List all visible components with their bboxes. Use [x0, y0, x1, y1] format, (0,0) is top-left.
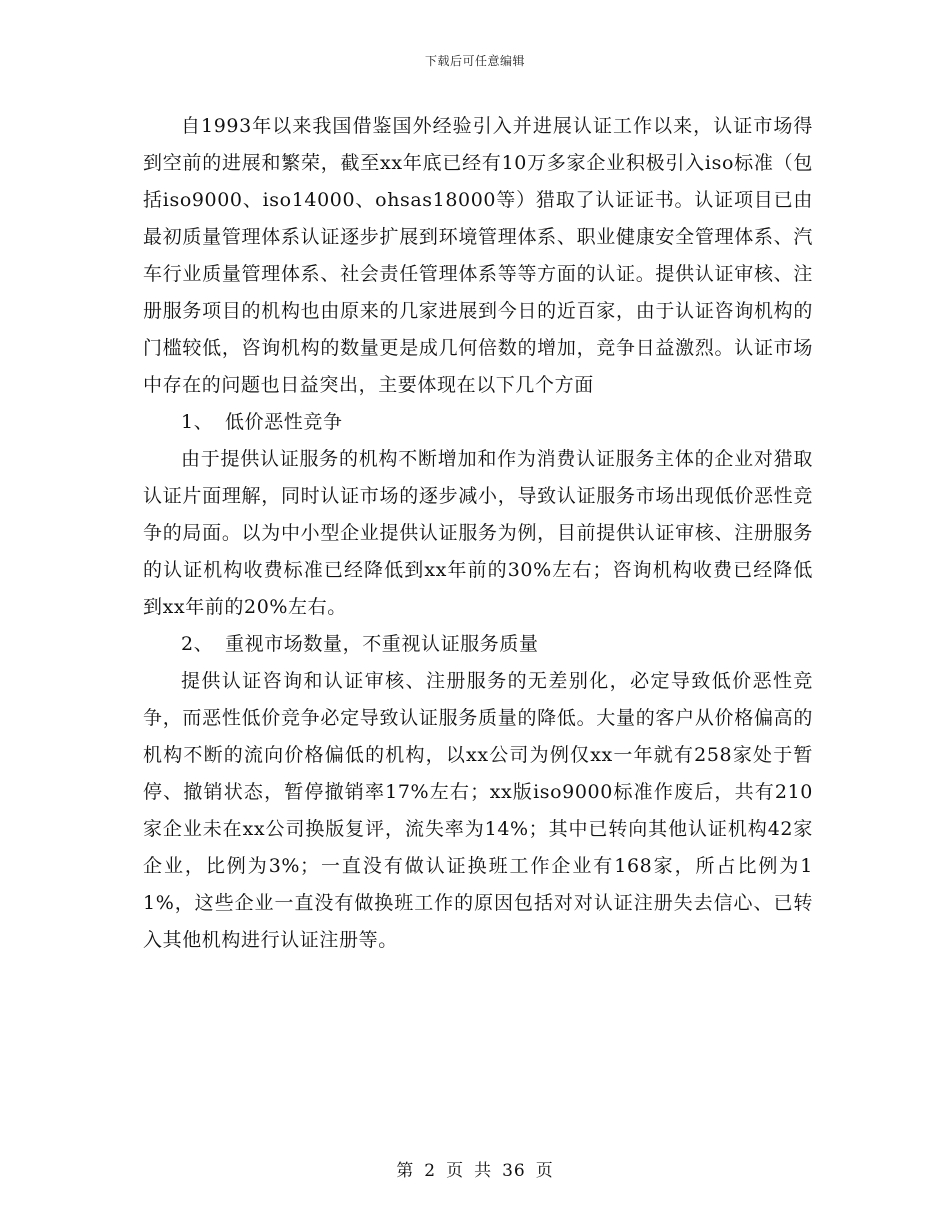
- section-paragraph-1: 由于提供认证服务的机构不断增加和作为消费认证服务主体的企业对猎取认证片面理解，同时认证市场的逐步减小，导致认证服务市场出现低价恶性竞争的局面。以为中小型企业提供认证服务为例，目前提供认证审核、注册服务的认证机构收费标准已经降低到xx年前的30%左右；咨询机构收费已经降低到xx年前的20%左右。: [143, 448, 813, 618]
- footer-prefix: 第: [396, 1161, 415, 1181]
- section-number-2: 2、: [181, 633, 214, 655]
- section-heading-1: [143, 404, 813, 441]
- section-paragraph-2: 提供认证咨询和认证审核、注册服务的无差别化，必定导致低价恶性竞争，而恶性低价竞争必定导致认证服务质量的降低。大量的客户从价格偏高的机构不断的流向价格偏低的机构，以xx公司为例仅xx一年就有258家处于暂停、撤销状态，暂停撤销率17%左右；xx版iso9000标准作废后，共有210家企业未在xx公司换版复评，流失率为14%；其中已转向其他认证机构42家企业，比例为3%；一直没有做认证换班工作企业有168家，所占比例为11%，这些企业一直没有做换班工作的原因包括对对认证注册失去信心、已转入其他机构进行认证注册等。: [143, 670, 813, 951]
- footer-mid: 页: [446, 1161, 465, 1181]
- section-title-1: 低价恶性竞争: [225, 411, 343, 433]
- section-title-2: 重视市场数量，不重视认证服务质量: [225, 633, 539, 655]
- intro-paragraph: 自1993年以来我国借鉴国外经验引入并进展认证工作以来，认证市场得到空前的进展和繁荣，截至xx年底已经有10万多家企业积极引入iso标准（包括iso9000、iso14000、ohsas18000等）猎取了认证证书。认证项目已由最初质量管理体系认证逐步扩展到环境管理体系、职业健康安全管理体系、汽车行业质量管理体系、社会责任管理体系等等方面的认证。提供认证审核、注册服务项目的机构也由原来的几家进展到今日的近百家，由于认证咨询机构的门槛较低，咨询机构的数量更是成几何倍数的增加，竞争日益激烈。认证市场中存在的问题也日益突出，主要体现在以下几个方面: [143, 115, 813, 396]
- section-heading-2: [143, 626, 813, 663]
- page-footer: [0, 1156, 950, 1181]
- page-number: 2: [424, 1161, 437, 1181]
- document-body: [143, 108, 813, 959]
- footer-suffix: 页: [535, 1161, 554, 1181]
- page-header: 下载后可任意编辑: [424, 54, 525, 68]
- section-number-1: 1、: [181, 411, 214, 433]
- footer-total-label: 共: [474, 1161, 493, 1181]
- total-pages: 36: [502, 1161, 526, 1181]
